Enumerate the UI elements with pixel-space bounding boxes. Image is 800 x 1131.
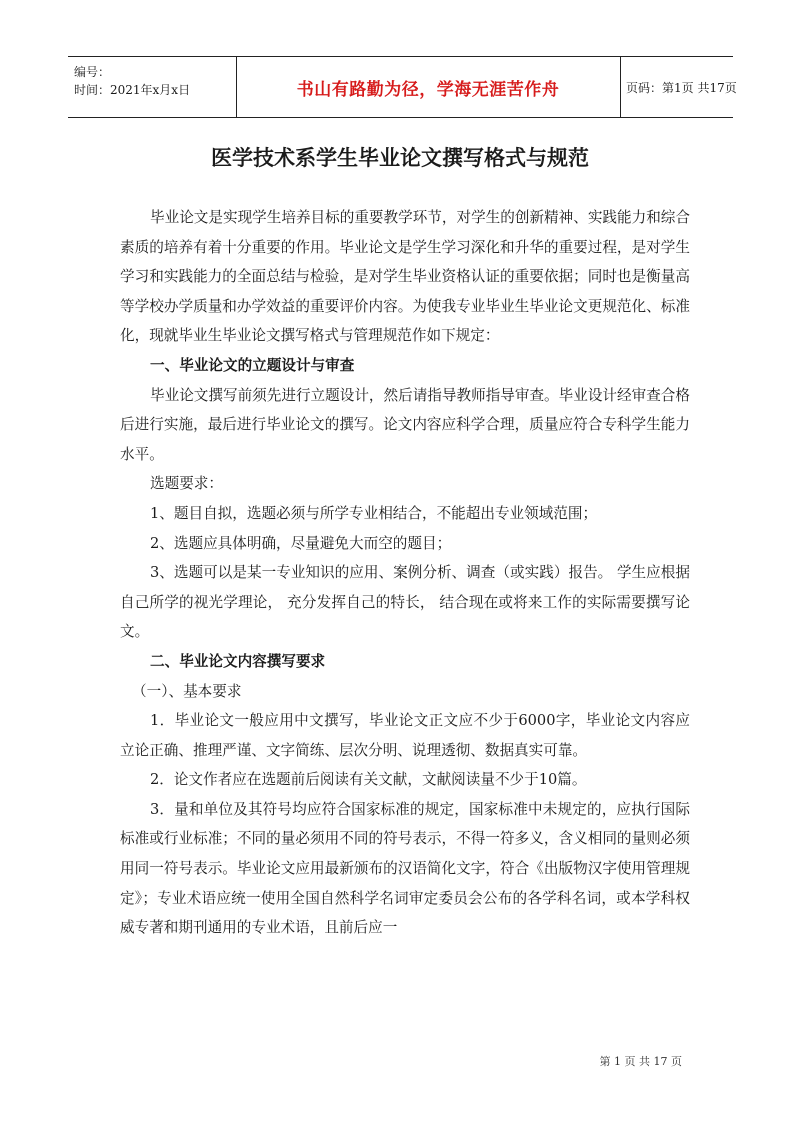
page-footer: 第 1 页 共 17 页 xyxy=(599,1055,682,1068)
list-item: 2、选题应具体明确，尽量避免大而空的题目； xyxy=(150,534,452,552)
header-motto: 书山有路勤为径，学海无涯苦作舟 xyxy=(296,79,560,100)
header-number-label: 编号： xyxy=(74,65,111,79)
list-item: 1、题目自拟，选题必须与所学专业相结合，不能超出专业领域范围； xyxy=(150,504,598,522)
intro-paragraph: 毕业论文是实现学生培养目标的重要教学环节，对学生的创新精神、实践能力和综合素质的培养有着十分重要的作用。毕业论文是学生学习深化和升华的重要过程，是对学生学习和实践能力的全面总结与检验，是对学生毕业资格认证的重要依据；同时也是衡量高等学校办学质量和办学效益的重要评价内容。为使我专业毕业生毕业论文更规范化、标准化，现就毕业生毕业论文撰写格式与管理规范作如下规定： xyxy=(120,209,690,345)
list-item: 3、选题可以是某一专业知识的应用、案例分析、调查（或实践）报告。 学生应根据自己所学的视光学理论， 充分发挥自己的特长， 结合现在或将来工作的实际需要撰写论文。 xyxy=(120,564,690,641)
document-header xyxy=(68,56,737,118)
header-info-cell xyxy=(68,57,237,117)
body-paragraph: 选题要求： xyxy=(150,475,223,493)
document-title: 医学技术系学生毕业论文撰写格式与规范 xyxy=(211,146,589,170)
list-item: 2．论文作者应在选题前后阅读有关文献，文献阅读量不少于10篇。 xyxy=(150,771,587,789)
section-heading-2: 二、毕业论文内容撰写要求 xyxy=(150,652,326,670)
subsection-heading: （一）、基本要求 xyxy=(132,682,242,700)
document-body xyxy=(120,203,690,943)
header-motto-cell xyxy=(236,57,621,117)
header-page-cell xyxy=(620,57,737,117)
section-heading-1: 一、毕业论文的立题设计与审查 xyxy=(150,356,355,374)
list-item: 1．毕业论文一般应用中文撰写，毕业论文正文应不少于6000字，毕业论文内容应立论正确、推理严谨、文字简练、层次分明、说理透彻、数据真实可靠。 xyxy=(120,712,690,759)
body-paragraph: 毕业论文撰写前须先进行立题设计，然后请指导教师指导审查。毕业设计经审查合格后进行实施，最后进行毕业论文的撰写。论文内容应科学合理，质量应符合专科学生能力水平。 xyxy=(120,386,690,463)
header-time-label: 时间：2021年x月x日 xyxy=(74,83,191,97)
header-page-code: 页码：第1页 共17页 xyxy=(626,80,737,95)
list-item: 3．量和单位及其符号均应符合国家标准的规定，国家标准中未规定的，应执行国际标准或行业标准；不同的量必须用不同的符号表示，不得一符多义，含义相同的量则必须用同一符号表示。毕业论文应用最新颁布的汉语简化文字，符合《出版物汉字使用管理规定》；专业术语应统一使用全国自然科学名词审定委员会公布的各学科名词，或本学科权威专著和期刊通用的专业术语，且前后应一 xyxy=(120,800,690,937)
